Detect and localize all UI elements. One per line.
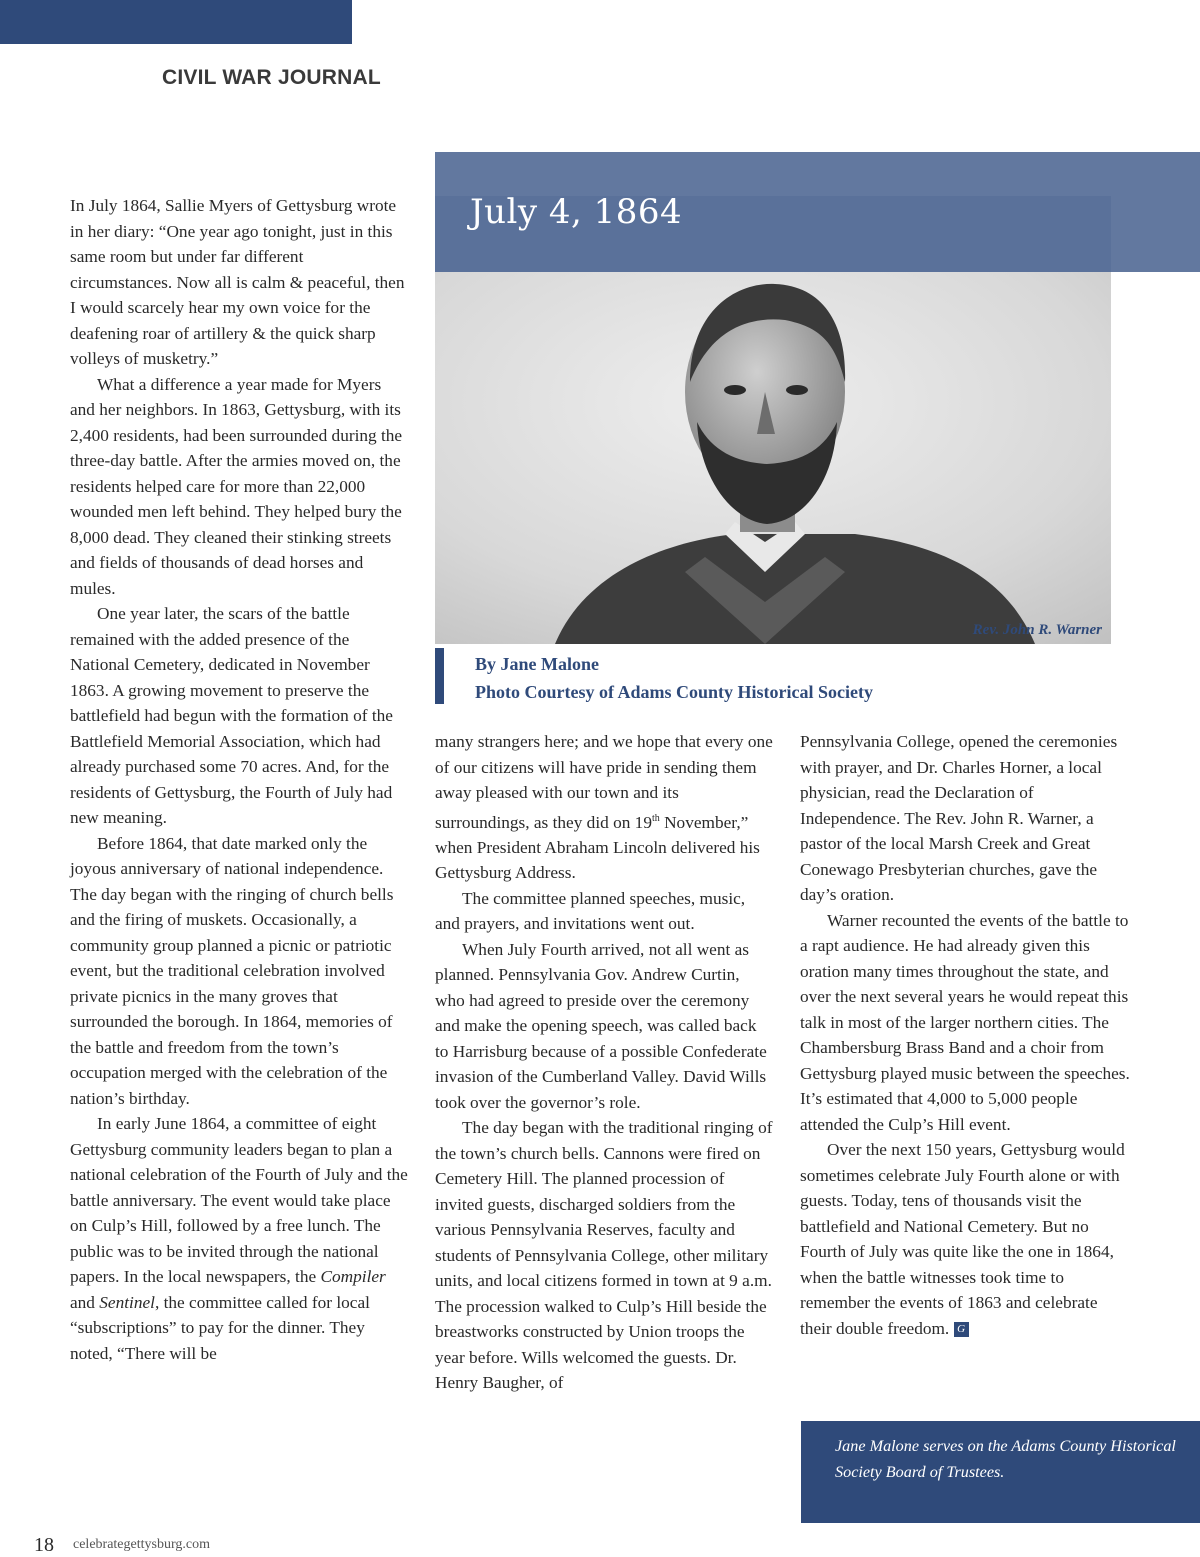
- article-title: July 4, 1864: [470, 192, 683, 232]
- end-of-article-icon: G: [954, 1322, 969, 1337]
- newspaper-name: Compiler: [320, 1267, 386, 1286]
- author-bio-box: [801, 1421, 1200, 1523]
- article-column-1: [70, 193, 408, 1366]
- photo-caption: Rev. John R. Warner: [972, 622, 1102, 638]
- newspaper-name: Sentinel: [99, 1292, 155, 1312]
- author-bio: Jane Malone serves on the Adams County Historical Society Board of Trustees.: [835, 1437, 1176, 1481]
- portrait-photo: [435, 272, 1111, 644]
- page-number: 18: [34, 1534, 54, 1556]
- paragraph: many strangers here; and we hope that every one of our citizens will have pride in sending them away pleased with our town and its surroundings, as they did on 19th November,” when President Abraham Lincoln delivered his Gettysburg Address.: [435, 732, 773, 883]
- site-url: celebrategettysburg.com: [73, 1537, 210, 1552]
- paragraph: In early June 1864, a committee of eight Gettysburg community leaders began to plan a national celebration of the Fourth of July and the battle anniversary. The event would take place on Culp’s Hill, followed by a free lunch. The public was to be invited through the national papers. In the local newspapers, the Compiler and Sentinel, the committee called for local “subscriptions” to pay for the dinner. They noted, “There will be: [70, 1114, 408, 1363]
- portrait-image: [435, 272, 1111, 644]
- photo-credit-line: Photo Courtesy of Adams County Historical Society: [475, 682, 873, 702]
- byline: [475, 650, 873, 706]
- paragraph: Before 1864, that date marked only the joyous anniversary of national independence. The day began with the ringing of church bells and the firing of muskets. Occasionally, a community group planned a picnic or patriotic event, but the traditional celebration involved private picnics in the many groves that surrounded the borough. In 1864, memories of the battle and freedom from the town’s occupation merged with the celebration of the nation’s birthday.: [70, 833, 394, 1108]
- article-column-2: [435, 729, 773, 1396]
- paragraph: The day began with the traditional ringing of the town’s church bells. Cannons were fired on Cemetery Hill. The planned procession of invited guests, discharged soldiers from the various Pennsylvania Reserves, faculty and students of Pennsylvania College, other military units, and local citizens formed in town at 9 a.m. The procession walked to Culp’s Hill beside the breastworks constructed by Union troops the year before. Wills welcomed the guests. Dr. Henry Baugher, of: [435, 1118, 773, 1393]
- byline-accent-bar: [435, 648, 444, 704]
- paragraph: What a difference a year made for Myers and her neighbors. In 1863, Gettysburg, with its 2,400 residents, had been surrounded during the three-day battle. After the armies moved on, the residents helped care for more than 22,000 wounded men left behind. They helped bury the 8,000 dead. They cleaned their stinking streets and fields of thousands of dead horses and mules.: [70, 374, 403, 598]
- top-accent-bar: [0, 0, 352, 44]
- paragraph: Warner recounted the events of the battle to a rapt audience. He had already given this oration many times throughout the state, and over the next several years he would repeat this talk in most of the larger northern cities. The Chambersburg Brass Band and a choir from Gettysburg played music between the speeches. It’s estimated that 4,000 to 5,000 people attended the Culp’s Hill event.: [800, 910, 1130, 1134]
- section-label: CIVIL WAR JOURNAL: [162, 66, 381, 89]
- paragraph: Pennsylvania College, opened the ceremonies with prayer, and Dr. Charles Horner, a local physician, read the Declaration of Independence. The Rev. John R. Warner, a pastor of the local Marsh Creek and Great Conewago Presbyterian churches, gave the day’s oration.: [800, 732, 1118, 904]
- article-column-3: [800, 729, 1130, 1341]
- paragraph: Over the next 150 years, Gettysburg would sometimes celebrate July Fourth alone or with guests. Today, tens of thousands visit the battlefield and National Cemetery. But no Fourth of July was quite like the one in 1864, when the battle witnesses took time to remember the events of 1863 and celebrate their double freedom. G: [800, 1140, 1125, 1338]
- paragraph: When July Fourth arrived, not all went as planned. Pennsylvania Gov. Andrew Curtin, who had agreed to preside over the ceremony and make the opening speech, was called back to Harrisburg because of a possible Confederate invasion of the Cumberland Valley. David Wills took over the governor’s role.: [435, 939, 767, 1112]
- author-line: By Jane Malone: [475, 654, 599, 674]
- paragraph: The committee planned speeches, music, and prayers, and invitations went out.: [435, 888, 746, 934]
- paragraph: One year later, the scars of the battle remained with the added presence of the National Cemetery, dedicated in November 1863. A growing movement to preserve the battlefield had begun with the formation of the Battlefield Memorial Association, which had already purchased some 70 acres. And, for the residents of Gettysburg, the Fourth of July had new meaning.: [70, 604, 393, 827]
- paragraph: In July 1864, Sallie Myers of Gettysburg wrote in her diary: “One year ago tonight, just in this same room but under far different circumstances. Now all is calm & peaceful, then I would scarcely hear my own voice for the deafening roar of artillery & the quick sharp volleys of musketry.”: [70, 196, 405, 368]
